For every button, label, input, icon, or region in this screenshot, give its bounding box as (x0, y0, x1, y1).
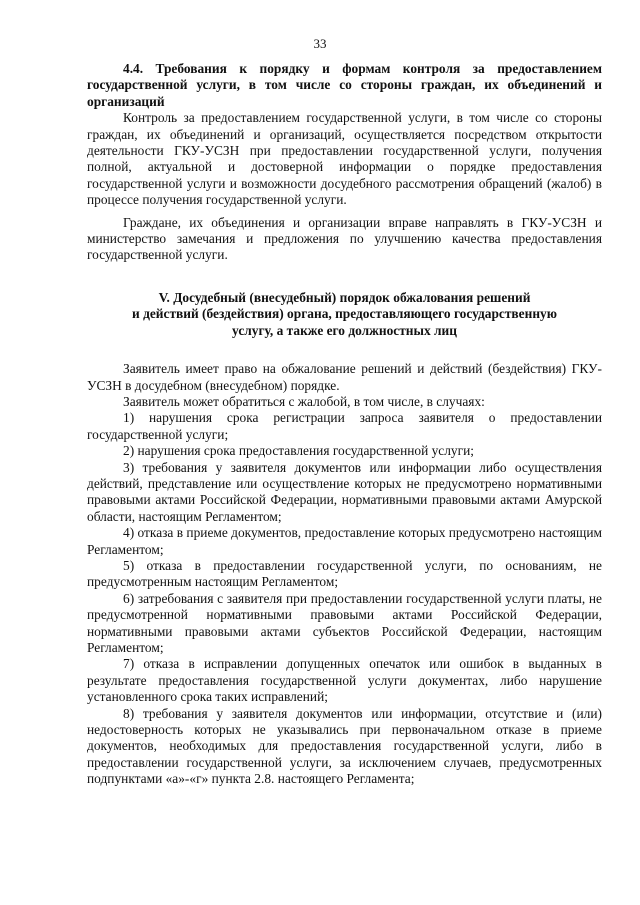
list-item: 1) нарушения срока регистрации запроса заявителя о предоставлении государственной услуги; (87, 410, 602, 442)
list-item: 3) требования у заявителя документов или информации либо осуществления действий, представление или осуществление которых не предусмотрено нормативными правовыми актами Российской Федерации, нормативными правовыми актами Амурской области, настоящим Регламентом; (87, 459, 602, 524)
list-item: 7) отказа в исправлении допущенных опечаток или ошибок в выданных в результате предоставления государственной услуги документах, либо нарушение установленного срока таких исправлений; (87, 656, 602, 705)
list-item: 4) отказа в приеме документов, предоставление которых предусмотрено настоящим Регламентом; (87, 525, 602, 557)
section-title-line: услугу, а также его должностных лиц (232, 322, 457, 338)
paragraph: Контроль за предоставлением государственной услуги, в том числе со стороны граждан, их объединений и организаций, осуществляется посредством открытости деятельности ГКУ-УСЗН при предоставлении государственной услуги, получения полной, актуальной и достоверной информации о порядке предоставления государственной услуги и возможности досудебного рассмотрения обращений (жалоб) в процессе получения государственной услуги. (87, 110, 602, 208)
list-item: 8) требования у заявителя документов или информации, отсутствие и (или) недостоверность которых не указывались при первоначальном отказе в приеме документов, необходимых для предоставления государственной услуги, либо в предоставлении государственной услуги, за исключением случаев, предусмотренных подпунктами «а»-«г» пункта 2.8. настоящего Регламента; (87, 705, 602, 787)
paragraph: Заявитель имеет право на обжалование решений и действий (бездействия) ГКУ-УСЗН в досудебном (внесудебном) порядке. (87, 361, 602, 393)
list-item: 2) нарушения срока предоставления государственной услуги; (123, 443, 475, 459)
paragraph: Граждане, их объединения и организации вправе направлять в ГКУ-УСЗН и министерство замечания и предложения по улучшению качества предоставления государственной услуги. (87, 214, 602, 263)
list-item: 5) отказа в предоставлении государственной услуги, по основаниям, не предусмотренным настоящим Регламентом; (87, 557, 602, 590)
section-title (87, 290, 602, 339)
section-title-line: и действий (бездействия) органа, предоставляющего государственную (132, 306, 557, 322)
page-number: 33 (313, 36, 327, 51)
list-item: 6) затребования с заявителя при предоставлении государственной услуги платы, не предусмотренной нормативными правовыми актами Российской Федерации, нормативными правовыми актами субъектов Российской Федерации, настоящим Регламентом; (87, 590, 602, 655)
paragraph: Заявитель может обратиться с жалобой, в том числе, в случаях: (123, 393, 485, 409)
section-title-line: V. Досудебный (внесудебный) порядок обжалования решений (158, 289, 531, 305)
subsection-title: 4.4. Требования к порядку и формам контроля за предоставлением государственной услуги, в том числе со стороны граждан, их объединений и организаций (87, 61, 602, 109)
document-body (87, 61, 602, 788)
